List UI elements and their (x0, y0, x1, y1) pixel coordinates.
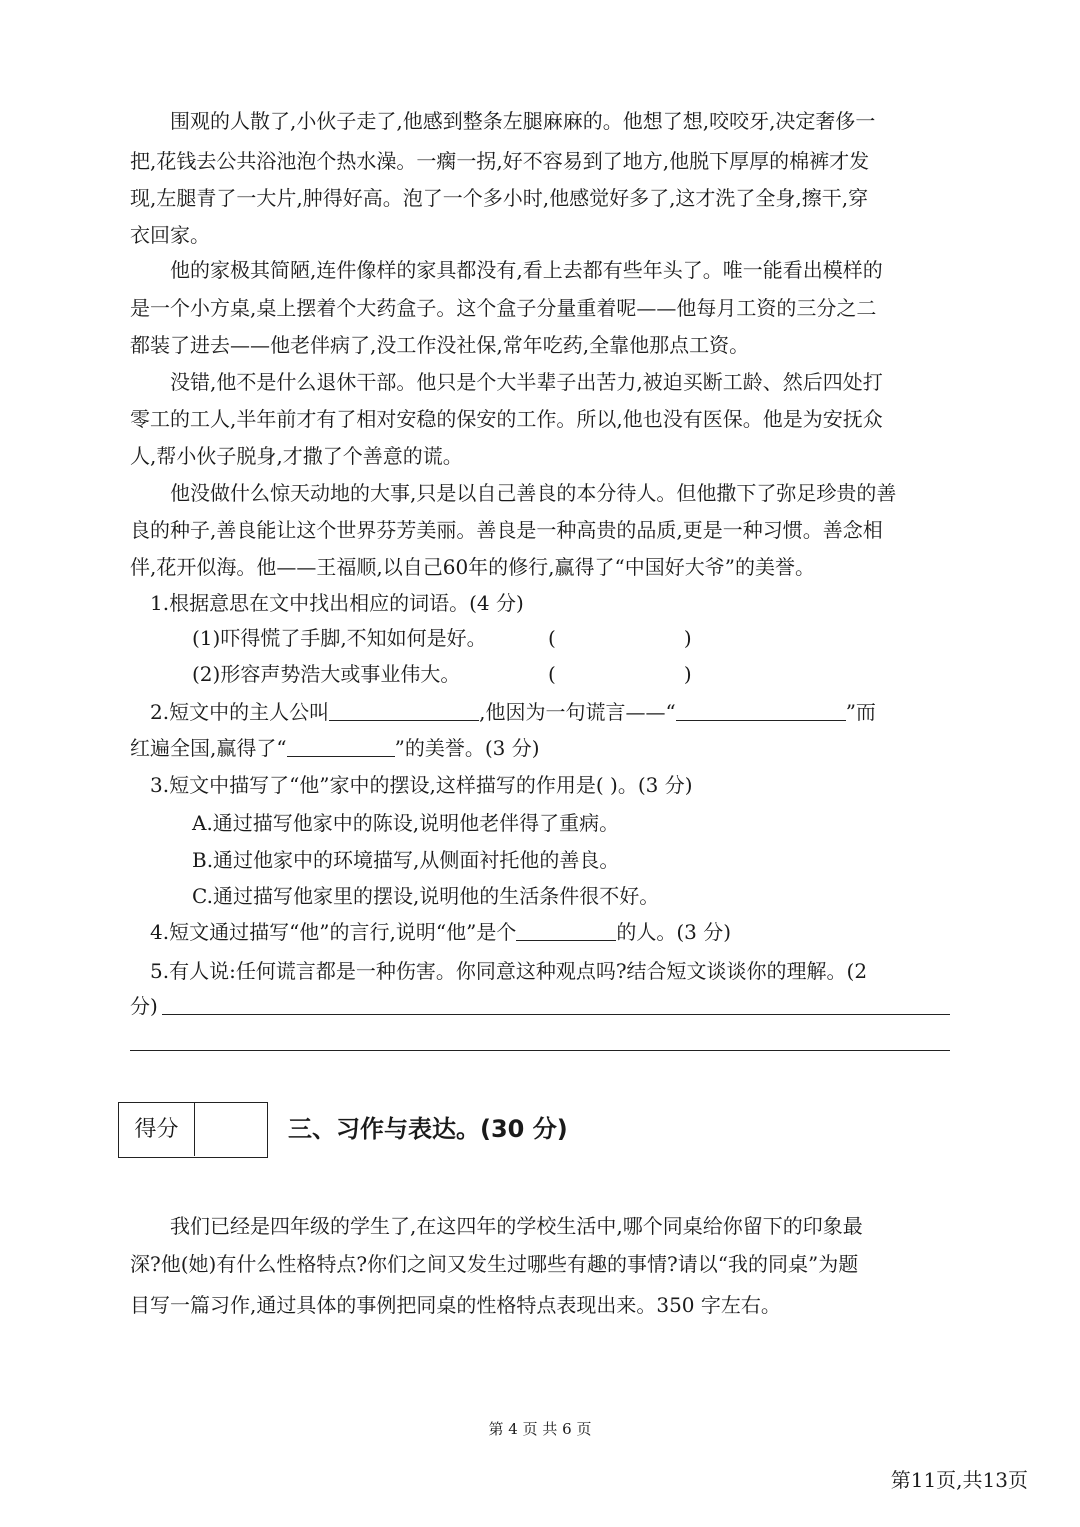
answer-blank-4[interactable] (516, 920, 616, 941)
essay-line-1: 我们已经是四年级的学生了,在这四年的学校生活中,哪个同桌给你留下的印象最 (170, 1214, 863, 1238)
question-3-option-b[interactable]: B.通过他家中的环境描写,从侧面衬托他的善良。 (192, 848, 620, 872)
story-p2-line-3: 都装了进去——他老伴病了,没工作没社保,常年吃药,全靠他那点工资。 (130, 333, 750, 357)
page-number: 第 4 页 共 6 页 (488, 1420, 592, 1438)
story-p3-line-3: 人,帮小伙子脱身,才撒了个善意的谎。 (130, 444, 463, 468)
question-1-b-text: (2)形容声势浩大或事业伟大。 (192, 662, 461, 686)
story-p2-line-1: 他的家极其简陋,连件像样的家具都没有,看上去都有些年头了。唯一能看出模样的 (170, 258, 883, 282)
question-5-line-2: 分) (130, 994, 158, 1018)
question-1-a (192, 625, 692, 651)
question-3-option-a[interactable]: A.通过描写他家中的陈设,说明他老伴得了重病。 (192, 811, 620, 835)
question-3: 3.短文中描写了“他”家中的摆设,这样描写的作用是( )。(3 分) (150, 773, 693, 797)
score-box (118, 1102, 268, 1158)
question-3-option-c[interactable]: C.通过描写他家里的摆设,说明他的生活条件很不好。 (192, 884, 660, 908)
question-1-b (192, 661, 692, 687)
answer-line-5b[interactable] (130, 1050, 950, 1051)
story-p1-line-1: 围观的人散了,小伙子走了,他感到整条左腿麻麻的。他想了想,咬咬牙,决定奢侈一 (170, 109, 876, 133)
page-number-secondary: 第11页,共13页 (890, 1468, 1028, 1492)
story-p3-line-2: 零工的工人,半年前才有了相对安稳的保安的工作。所以,他也没有医保。他是为安抚众 (130, 407, 883, 431)
story-p4-line-1: 他没做什么惊天动地的大事,只是以自己善良的本分待人。但他撒下了弥足珍贵的善 (170, 481, 897, 505)
question-2-line-1: 2.短文中的主人公叫 ,他因为一句谎言——“ ”而 (150, 700, 876, 724)
story-p3-line-1: 没错,他不是什么退休干部。他只是个大半辈子出苦力,被迫买断工龄、然后四处打 (170, 370, 883, 394)
answer-blank-2c[interactable] (287, 736, 395, 757)
score-input-cell[interactable] (195, 1103, 266, 1156)
score-label: 得分 (119, 1103, 195, 1156)
question-2-line-2: 红遍全国,赢得了“ ”的美誉。(3 分) (130, 736, 540, 760)
story-p1-line-4: 衣回家。 (130, 223, 210, 247)
section-title: 三、习作与表达。(30 分) (288, 1115, 568, 1143)
story-p1-line-2: 把,花钱去公共浴池泡个热水澡。一瘸一拐,好不容易到了地方,他脱下厚厚的棉裤才发 (130, 149, 870, 173)
story-p1-line-3: 现,左腿青了一大片,肿得好高。泡了一个多小时,他感觉好多了,这才洗了全身,擦干,穿 (130, 186, 869, 210)
answer-paren-1a[interactable]: ( ) (548, 626, 692, 650)
answer-line-5a[interactable] (162, 1014, 950, 1015)
story-p4-line-3: 伴,花开似海。他——王福顺,以自己60年的修行,赢得了“中国好大爷”的美誉。 (130, 555, 815, 579)
story-p4-line-2: 良的种子,善良能让这个世界芬芳美丽。善良是一种高贵的品质,更是一种习惯。善念相 (130, 518, 883, 542)
story-p2-line-2: 是一个小方桌,桌上摆着个大药盒子。这个盒子分量重着呢——他每月工资的三分之二 (130, 296, 877, 320)
answer-blank-2b[interactable] (676, 700, 846, 721)
answer-blank-2a[interactable] (329, 700, 479, 721)
answer-paren-1b[interactable]: ( ) (548, 662, 692, 686)
question-1: 1.根据意思在文中找出相应的词语。(4 分) (150, 591, 524, 615)
essay-line-3: 目写一篇习作,通过具体的事例把同桌的性格特点表现出来。350 字左右。 (130, 1293, 781, 1317)
question-4: 4.短文通过描写“他”的言行,说明“他”是个 的人。(3 分) (150, 920, 732, 944)
question-5-line-1: 5.有人说:任何谎言都是一种伤害。你同意这种观点吗?结合短文谈谈你的理解。(2 (150, 959, 868, 983)
question-1-a-text: (1)吓得慌了手脚,不知如何是好。 (192, 626, 487, 650)
essay-line-2: 深?他(她)有什么性格特点?你们之间又发生过哪些有趣的事情?请以“我的同桌”为题 (130, 1252, 859, 1276)
